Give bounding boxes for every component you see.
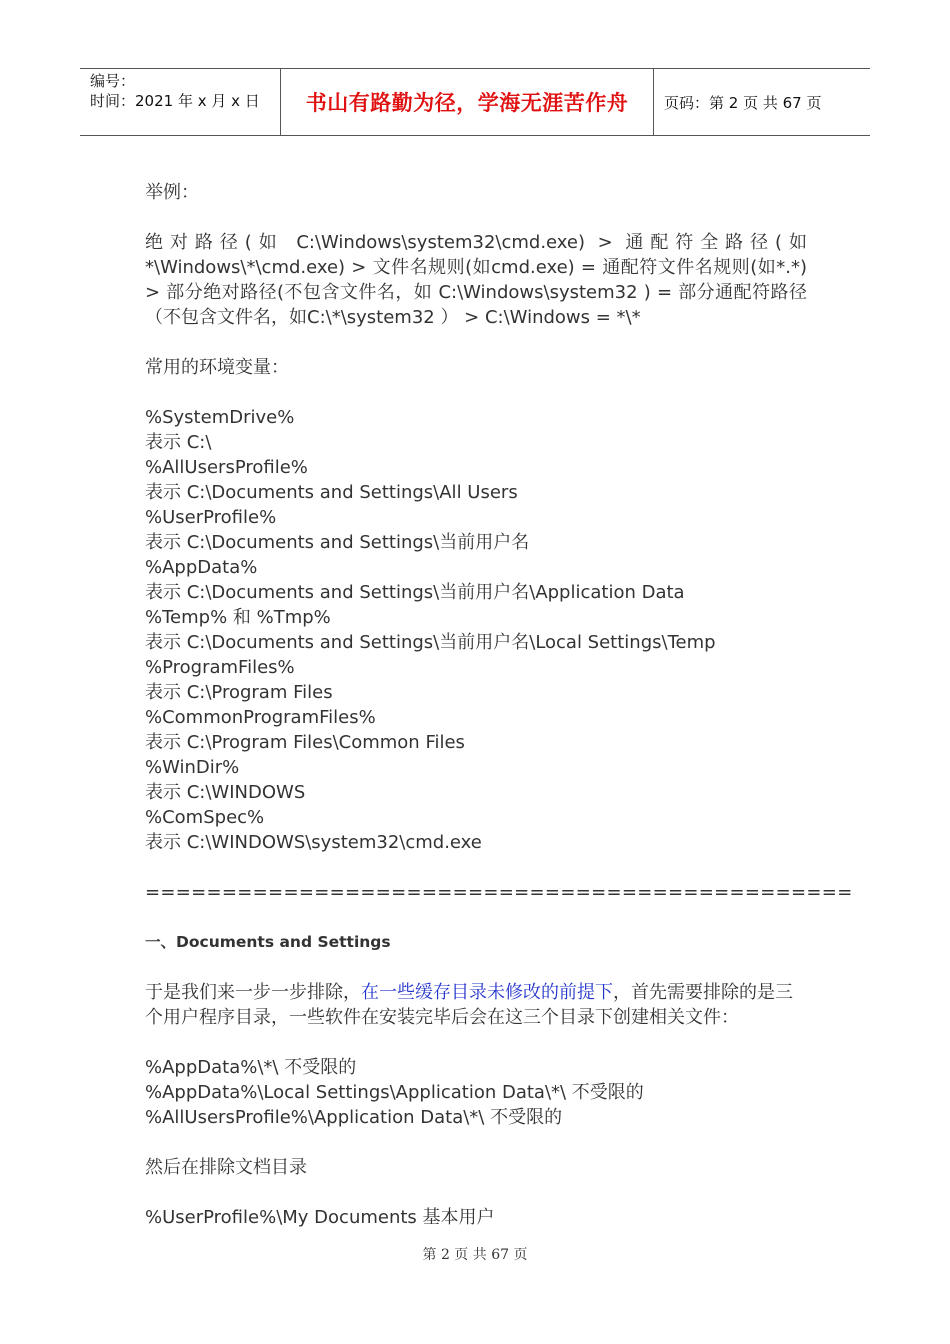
header-number: 编号： [90,72,136,90]
then-text: 然后在排除文档目录 [145,1157,307,1178]
env-var-description: 表示 C:\Program Files\Common Files [145,732,465,753]
env-var-name: %AppData% [145,557,258,578]
rule-line: %AppData%\Local Settings\Application Data\*\ 不受限的 [145,1082,644,1103]
intro-text-start: 于是我们来一步一步排除， [145,982,361,1003]
env-var-name: %WinDir% [145,757,240,778]
env-var-name: %ComSpec% [145,807,265,828]
intro-highlight: 在一些缓存目录未修改的前提下 [361,982,613,1003]
env-var-name: %ProgramFiles% [145,657,295,678]
env-var-name: %AllUsersProfile% [145,457,308,478]
env-var-description: 表示 C:\Program Files [145,682,333,703]
env-var-name: %UserProfile% [145,507,277,528]
header-time: 时间：2021 年 x 月 x 日 [90,92,260,110]
intro-paragraph [145,980,807,1030]
env-var-description: 表示 C:\WINDOWS [145,782,306,803]
document-body [145,180,853,1230]
page-footer: 第 2 页 共 67 页 [422,1247,528,1263]
section-heading: 一、Documents and Settings [145,933,391,951]
env-vars-title: 常用的环境变量： [145,357,289,378]
separator-line: ============================================== [145,882,853,903]
env-var-description: 表示 C:\WINDOWS\system32\cmd.exe [145,832,482,853]
rule-priority-paragraph: 绝对路径(如 C:\Windows\system32\cmd.exe) > 通配符全路径(如*\Windows\*\cmd.exe) > 文件名规则(如cmd.exe) = 通配符文件名规则(如*.*) > 部分绝对路径(不包含文件名，如 C:\Windows\system32 ) = 部分通配符路径（不包含文件名，如C:\*\system32 ） > C:\Windows = *\* [145,232,807,328]
env-var-name: %SystemDrive% [145,407,295,428]
env-var-description: 表示 C:\Documents and Settings\当前用户名\Application Data [145,582,685,603]
header-page-number: 页码：第 2 页 共 67 页 [664,93,822,112]
rule-line: %AllUsersProfile%\Application Data\*\ 不受限的 [145,1107,563,1128]
env-var-description: 表示 C:\Documents and Settings\All Users [145,482,518,503]
header-motto: 书山有路勤为径，学海无涯苦作舟 [281,69,654,135]
example-label: 举例： [145,182,199,203]
env-var-list [145,405,807,855]
env-var-description: 表示 C:\Documents and Settings\当前用户名 [145,532,530,553]
intro-text-end: ，首先需要排除的是三个用户程序目录，一些软件在安装完毕后会在这三个目录下创建相关文件： [145,982,793,1028]
page-header [80,68,870,136]
env-var-description: 表示 C:\ [145,432,212,453]
env-var-name: %Temp% 和 %Tmp% [145,607,331,628]
header-meta [80,69,281,135]
env-var-name: %CommonProgramFiles% [145,707,376,728]
rule-line: %AppData%\*\ 不受限的 [145,1057,357,1078]
env-var-description: 表示 C:\Documents and Settings\当前用户名\Local Settings\Temp [145,632,716,653]
last-line: %UserProfile%\My Documents 基本用户 [145,1207,495,1228]
